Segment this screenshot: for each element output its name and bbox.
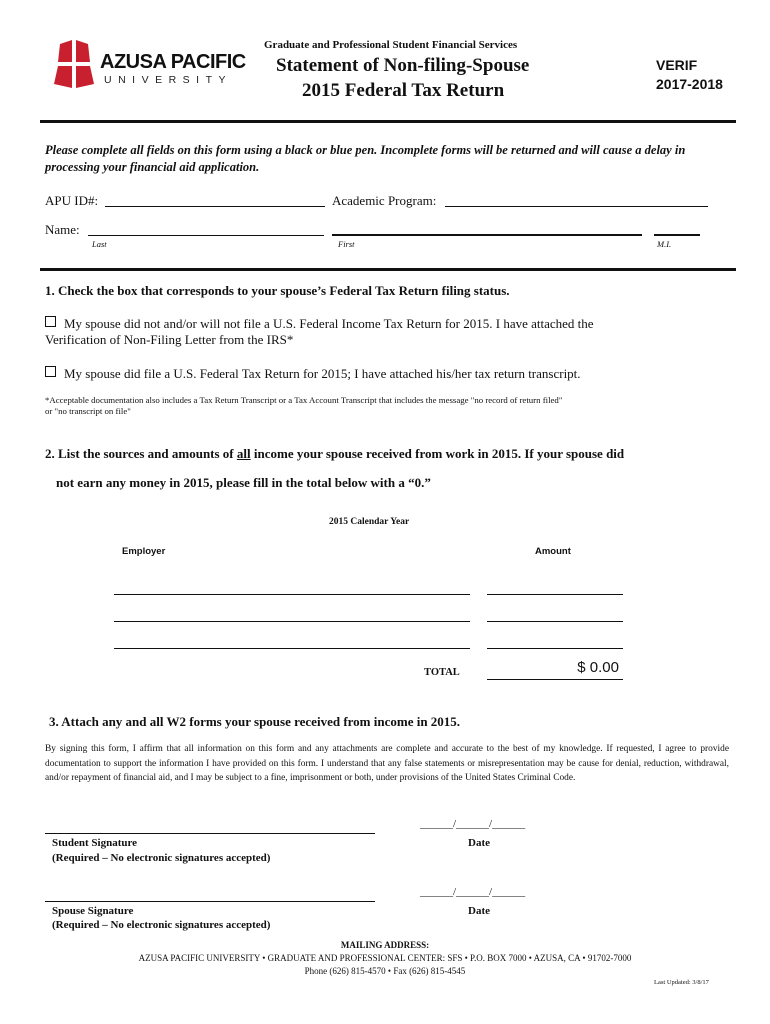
mailing-address: AZUSA PACIFIC UNIVERSITY • GRADUATE AND PROFESSIONAL CENTER: SFS • P.O. BOX 7000 • AZUSA, CA • 91702-7000 — [138, 953, 632, 963]
header-divider — [40, 120, 736, 123]
instructions: Please complete all fields on this form using a black or blue pen. Incomplete forms will be returned and will cause a delay in processing your financial aid application. — [45, 143, 686, 174]
last-name-field[interactable] — [88, 235, 324, 236]
income-table-title: 2015 Calendar Year — [329, 517, 410, 527]
academic-program-field[interactable] — [445, 206, 708, 207]
form-code: VERIF — [656, 57, 698, 73]
spouse-signature-label: Spouse Signature — [52, 905, 134, 917]
section3-heading: 3. Attach any and all W2 forms your spouse received from income in 2015. — [49, 714, 461, 729]
form-title: Statement of Non-filing-Spouse — [276, 55, 530, 76]
option-filed — [45, 366, 735, 382]
amount-field-3[interactable] — [487, 648, 623, 649]
amount-column-header: Amount — [535, 546, 571, 557]
last-name-caption: Last — [92, 239, 107, 249]
academic-program-label: Academic Program: — [332, 193, 437, 208]
note-line-1: *Acceptable documentation also includes a Tax Return Transcript or a Tax Account Transcript that includes the message "no record of return filed" — [45, 395, 563, 405]
student-date-field[interactable]: ______/______/______ — [420, 818, 526, 830]
section1-heading: 1. Check the box that corresponds to your spouse’s Federal Tax Return filing status. — [45, 283, 510, 298]
phone-fax: Phone (626) 815-4570 • Fax (626) 815-4545 — [304, 966, 466, 976]
total-field[interactable] — [487, 659, 623, 680]
department-name: Graduate and Professional Student Financial Services — [264, 39, 518, 51]
acceptable-docs-note — [45, 395, 735, 417]
total-label: TOTAL — [424, 667, 460, 678]
spouse-date-label: Date — [468, 905, 490, 917]
first-name-field[interactable] — [332, 234, 642, 236]
logo-subtitle: UNIVERSITY — [104, 74, 233, 86]
student-signature-label: Student Signature — [52, 837, 138, 849]
first-name-caption: First — [338, 239, 355, 249]
section2-heading-pre: 2. List the sources and amounts of — [45, 446, 237, 461]
amount-field-2[interactable] — [487, 621, 623, 622]
apu-id-label: APU ID#: — [45, 193, 99, 208]
filed-checkbox[interactable] — [45, 366, 56, 377]
section2-heading-post: income your spouse received from work in 2015. If your spouse did — [250, 446, 625, 461]
option-not-filed-text: My spouse did not and/or will not file a U.S. Federal Income Tax Return for 2015. I have attached the — [64, 316, 594, 331]
note-line-2: or "no transcript on file" — [45, 406, 131, 416]
name-label: Name: — [45, 222, 80, 237]
middle-initial-caption: M.I. — [657, 239, 672, 249]
option-not-filed-text-2: Verification of Non-Filing Letter from the IRS* — [45, 332, 294, 347]
employer-field-1[interactable] — [114, 594, 470, 595]
form-subtitle: 2015 Federal Tax Return — [302, 80, 505, 101]
spouse-signature-field[interactable] — [45, 901, 375, 902]
spouse-date-field[interactable]: ______/______/______ — [420, 886, 526, 898]
total-value: $ 0.00 — [577, 659, 619, 676]
employer-field-3[interactable] — [114, 648, 470, 649]
option-filed-text: My spouse did file a U.S. Federal Tax Return for 2015; I have attached his/her tax return transcript. — [64, 366, 581, 381]
section2-heading — [45, 446, 735, 462]
not-filed-checkbox[interactable] — [45, 316, 56, 327]
student-signature-note: (Required – No electronic signatures accepted) — [52, 852, 271, 864]
logo-name: AZUSA PACIFIC — [100, 51, 246, 73]
section-divider — [40, 268, 736, 271]
employer-field-2[interactable] — [114, 621, 470, 622]
certification-statement: By signing this form, I affirm that all information on this form and any attachments are complete and accurate to the best of my knowledge. If requested, I agree to provide documentation to support the information I have provided on this form. I understand that any false statements or misrepresentation may be cause for denial, reduction, withdrawal, and/or repayment of financial aid, and I may be subject to a fine, imprisonment or both, under provisions of the United States Criminal Code. — [45, 744, 729, 783]
option-not-filed — [45, 316, 735, 348]
employer-column-header: Employer — [122, 546, 166, 557]
amount-field-1[interactable] — [487, 594, 623, 595]
section2-heading-line2: not earn any money in 2015, please fill in the total below with a “0.” — [56, 475, 431, 490]
section2-heading-emph: all — [236, 446, 251, 461]
award-year: 2017-2018 — [656, 76, 723, 92]
mailing-address-label: MAILING ADDRESS: — [340, 940, 430, 950]
last-updated: Last Updated: 3/8/17 — [654, 979, 709, 986]
middle-initial-field[interactable] — [654, 234, 700, 236]
spouse-signature-note: (Required – No electronic signatures accepted) — [52, 919, 271, 931]
student-date-label: Date — [468, 837, 490, 849]
student-signature-field[interactable] — [45, 833, 375, 834]
apu-logo-icon — [52, 40, 96, 88]
apu-id-field[interactable] — [105, 206, 325, 207]
